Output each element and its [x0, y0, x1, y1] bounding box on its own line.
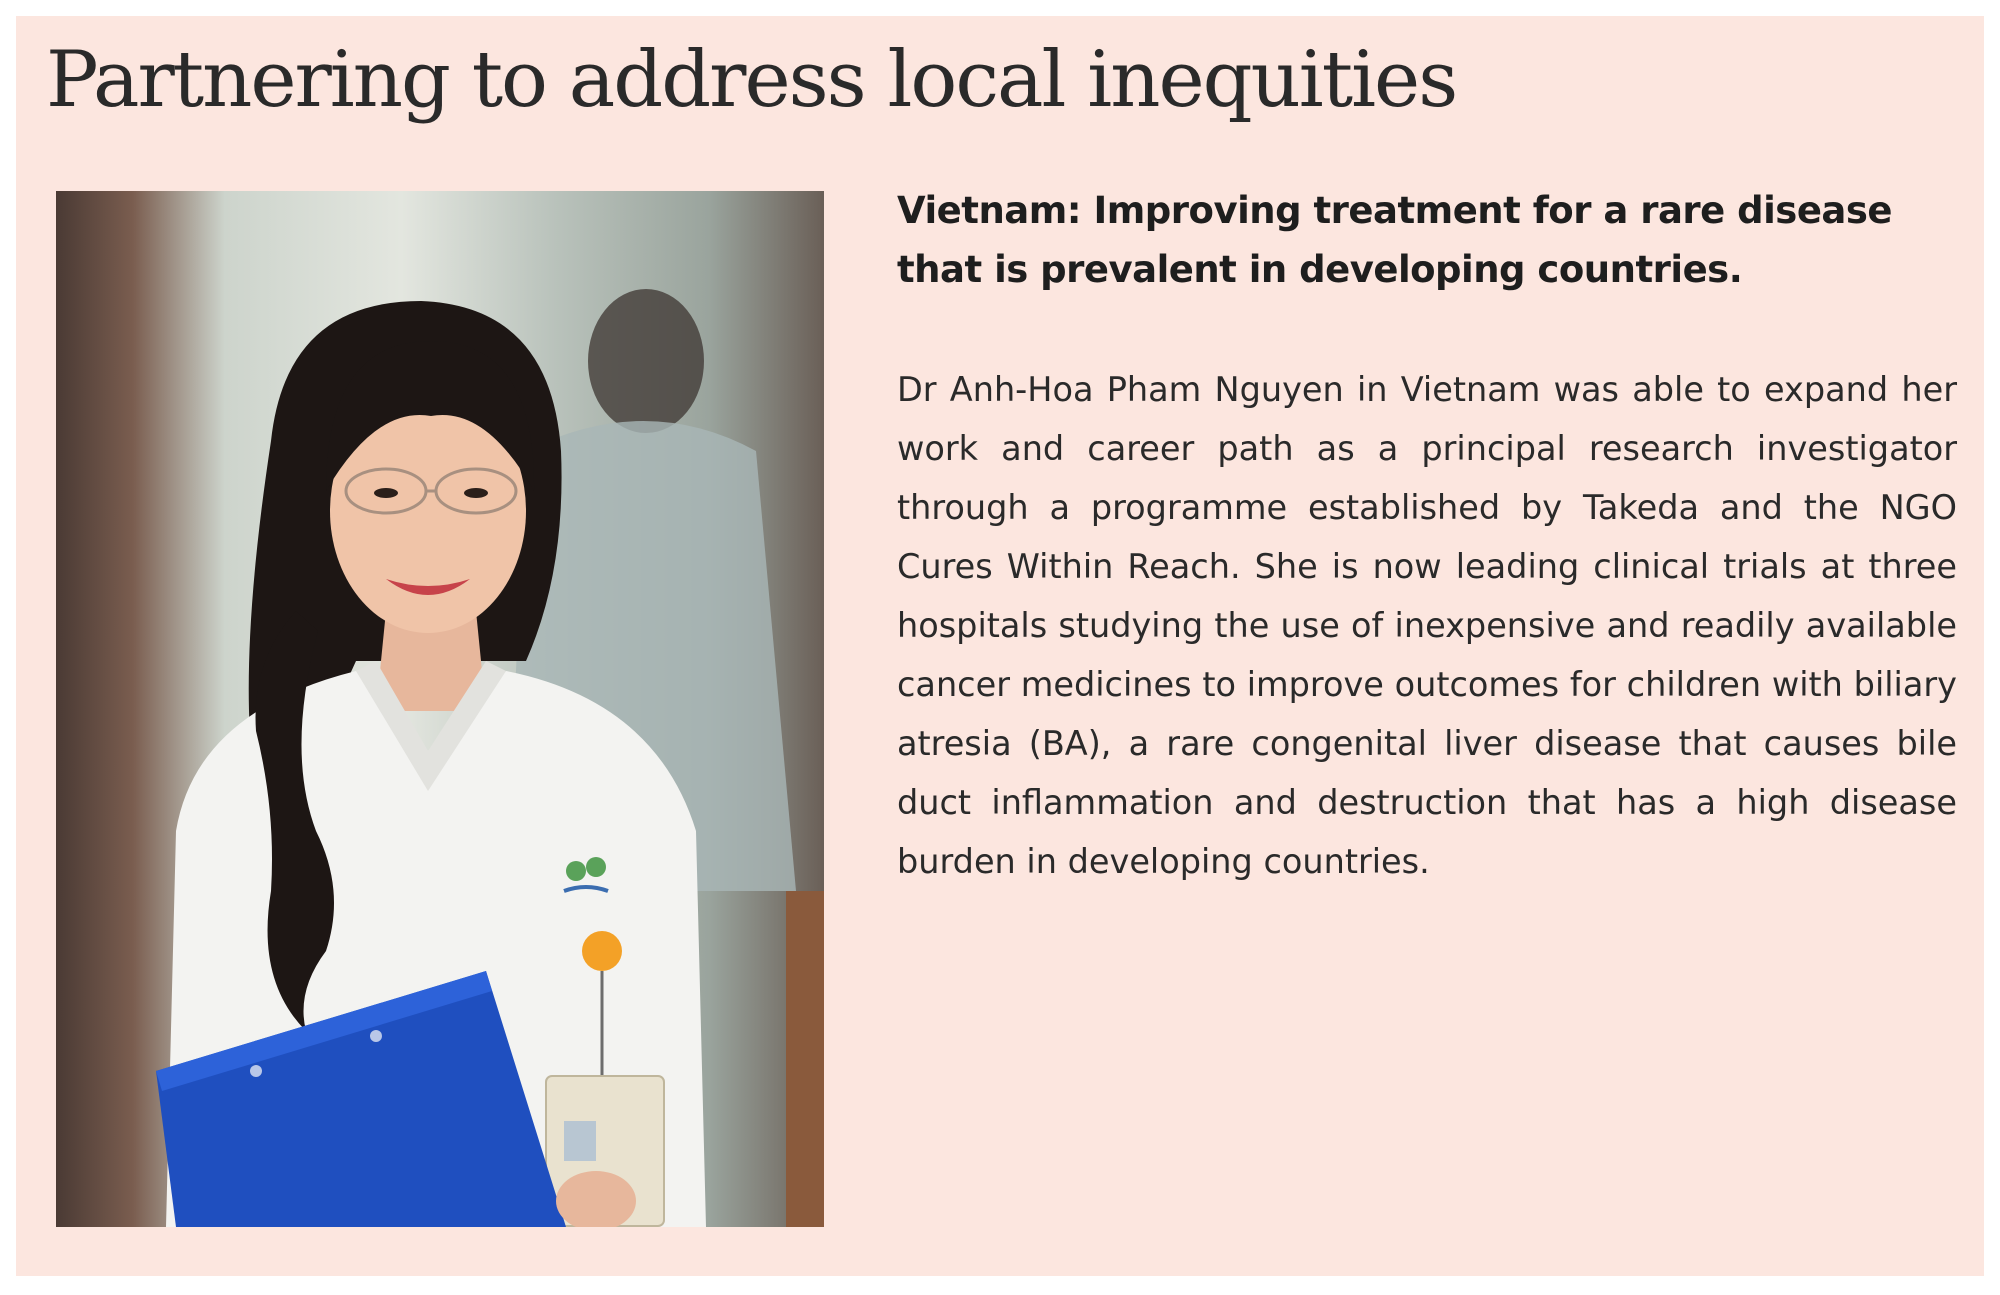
- article-panel: [16, 16, 1984, 1276]
- page-title: Partnering to address local inequities: [46, 35, 1457, 125]
- doctor-portrait-photo: [56, 191, 824, 1227]
- feature-heading: Vietnam: Improving treatment for a rare disease that is prevalent in developing countries.: [897, 189, 1893, 291]
- feature-body-text: Dr Anh-Hoa Pham Nguyen in Vietnam was able to expand her work and career path as a principal research investigator through a programme established by Takeda and the NGO Cures Within Reach. She is now leading clinical trials at three hospitals studying the use of inexpensive and readily available cancer medicines to improve outcomes for children with biliary atresia (BA), a rare congenital liver disease that causes bile duct inflammation and destruction that has a high disease burden in developing countries.: [897, 370, 1957, 881]
